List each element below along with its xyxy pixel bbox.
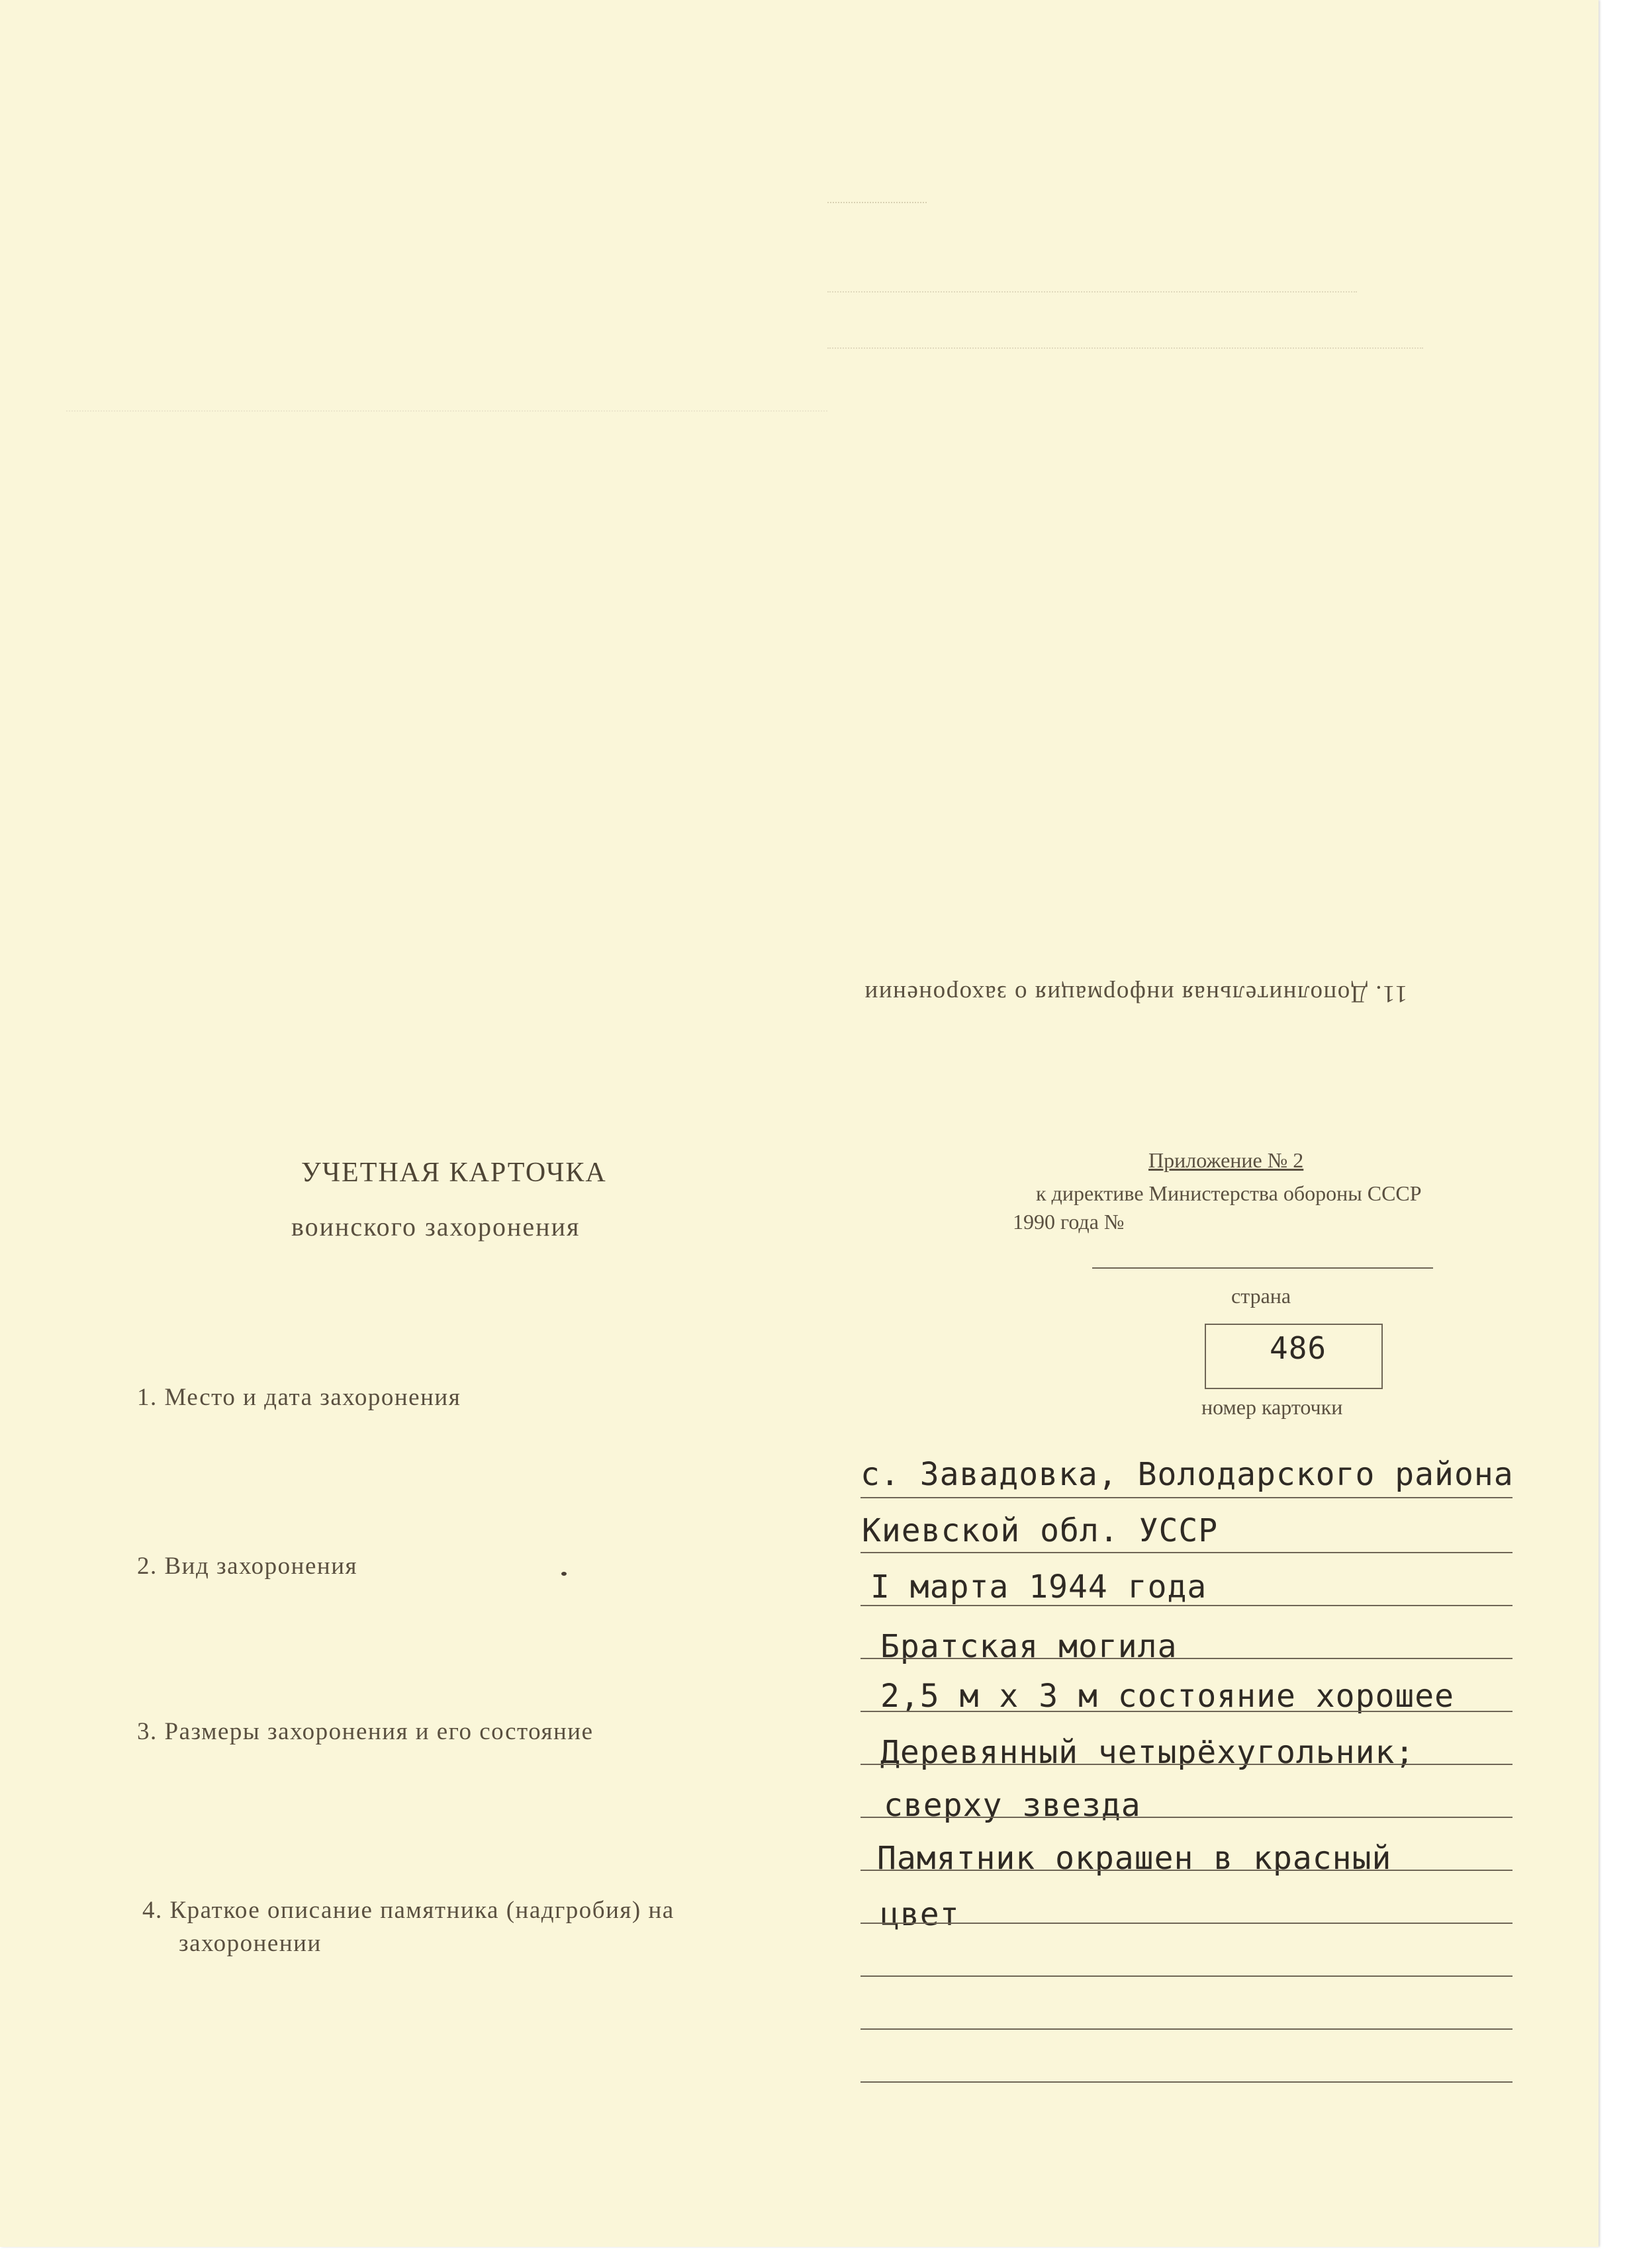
entry-line: Братская могила xyxy=(880,1628,1178,1665)
upper-faint-line xyxy=(827,347,1423,349)
appendix-directive: к директиве Министерства обороны СССР xyxy=(1036,1181,1422,1205)
entry-line: цвет xyxy=(880,1896,960,1933)
answer-line xyxy=(861,1923,1513,1924)
answer-line xyxy=(861,1658,1513,1659)
appendix-title: Приложение № 2 xyxy=(1148,1148,1304,1172)
field-label-size-condition: 3. Размеры захоронения и его состояние xyxy=(137,1718,594,1745)
answer-line xyxy=(861,2081,1513,2083)
entry-line: Киевской обл. УССР xyxy=(862,1512,1219,1549)
answer-line xyxy=(861,1497,1513,1498)
upper-faint-line xyxy=(66,410,827,412)
card-subtitle: воинского захоронения xyxy=(291,1212,581,1242)
entry-line: сверху звезда xyxy=(884,1787,1141,1824)
card-title: УЧЕТНАЯ КАРТОЧКА xyxy=(301,1157,607,1188)
field-label-place-date: 1. Место и дата захоронения xyxy=(137,1384,461,1411)
entry-line: I марта 1944 года xyxy=(870,1568,1207,1606)
entry-line: 2,5 м х 3 м состояние хорошее xyxy=(880,1678,1455,1715)
card-number-label: номер карточки xyxy=(1201,1395,1343,1419)
entry-line: Памятник окрашен в красный xyxy=(877,1840,1392,1877)
country-line xyxy=(1092,1267,1433,1269)
field-label-monument-description: 4. Краткое описание памятника (надгробия) на xyxy=(142,1897,675,1924)
answer-line xyxy=(861,1711,1513,1712)
ink-speck xyxy=(561,1572,567,1576)
field-label-monument-description-cont: захоронении xyxy=(179,1930,322,1957)
answer-line xyxy=(861,1552,1513,1553)
answer-line xyxy=(861,1975,1513,1977)
answer-line xyxy=(861,1764,1513,1765)
card-number-value: 486 xyxy=(1270,1330,1327,1366)
answer-line xyxy=(861,1870,1513,1871)
answer-line xyxy=(861,1605,1513,1606)
country-label: страна xyxy=(1231,1284,1291,1308)
additional-info-label: 11. Дополнительная информация о захоронении xyxy=(864,980,1408,1007)
entry-line: Деревянный четырёхугольник; xyxy=(880,1734,1415,1771)
upper-faint-line xyxy=(827,202,927,203)
appendix-year: 1990 года № xyxy=(1013,1210,1125,1234)
entry-line: с. Завадовка, Володарского района xyxy=(861,1456,1514,1493)
field-label-burial-type: 2. Вид захоронения xyxy=(137,1553,358,1580)
answer-line xyxy=(861,1817,1513,1818)
upper-faint-line xyxy=(827,291,1357,293)
answer-line xyxy=(861,2028,1513,2030)
